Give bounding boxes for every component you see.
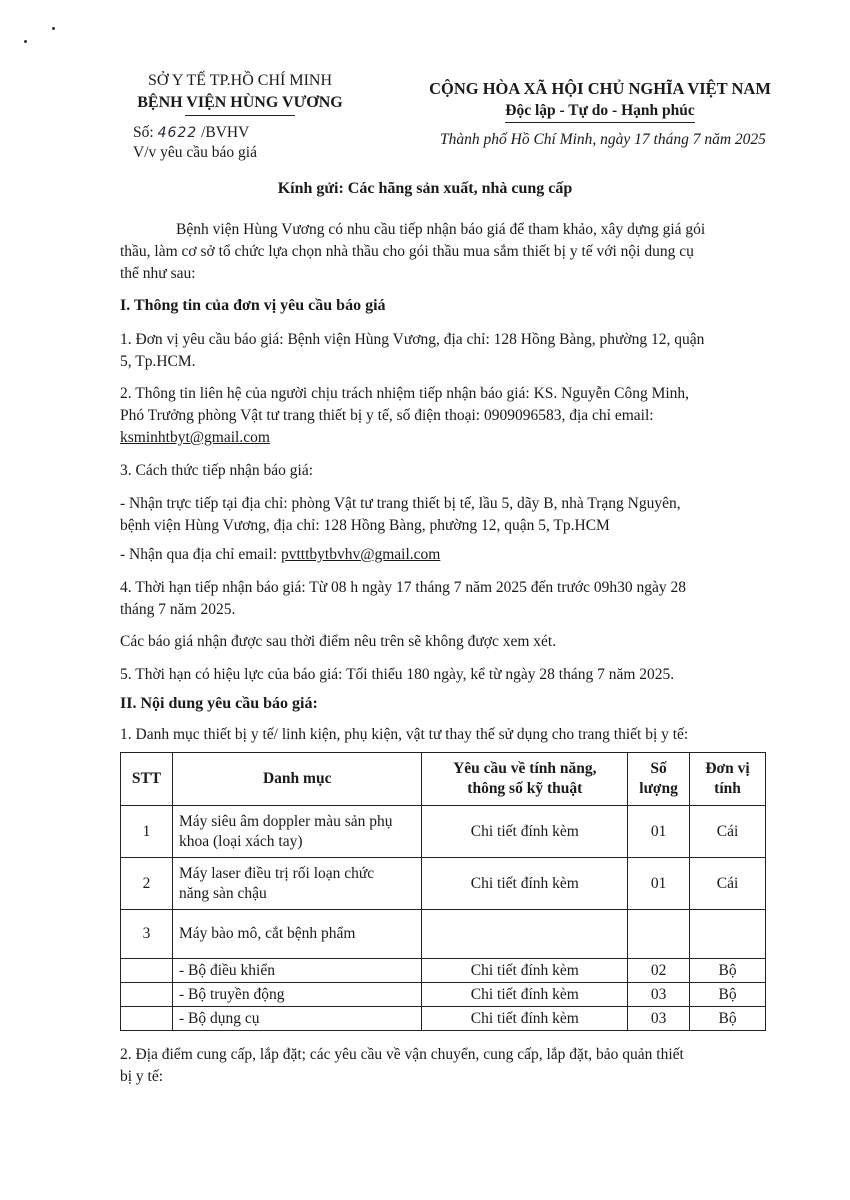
cell-quantity: 02 xyxy=(628,959,690,983)
intro-line-1: Bệnh viện Hùng Vương có nhu cầu tiếp nhận báo giá để tham khảo, xây dựng giá gói xyxy=(176,221,706,238)
table-row xyxy=(121,858,766,910)
cell-spec: Chi tiết đính kèm xyxy=(422,858,628,910)
cell-name: - Bộ dụng cụ xyxy=(172,1007,422,1031)
header-unit: Đơn vị tính xyxy=(690,753,766,806)
header-left-underline xyxy=(185,115,295,116)
cell-spec: Chi tiết đính kèm xyxy=(422,959,628,983)
cell-name: Máy laser điều trị rối loạn chức năng sàn chậu xyxy=(172,858,422,910)
cell-spec: Chi tiết đính kèm xyxy=(422,806,628,858)
cell-unit: Cái xyxy=(690,806,766,858)
table-row xyxy=(121,959,766,983)
quote-email-link[interactable]: pvtttbytbvhv@gmail.com xyxy=(280,546,441,563)
cell-stt: 3 xyxy=(121,910,173,959)
scan-speck xyxy=(24,40,27,43)
section-2-item-1: 1. Danh mục thiết bị y tế/ linh kiện, phụ kiện, vật tư thay thế sử dụng cho trang thiết bị y tế: xyxy=(120,726,689,743)
cell-unit: Bộ xyxy=(690,983,766,1007)
cell-stt xyxy=(121,959,173,983)
cell-unit: Cái xyxy=(690,858,766,910)
document-number: Số: 4622 /BVHV xyxy=(133,124,250,141)
section-2-title: II. Nội dung yêu cầu báo giá: xyxy=(120,695,318,712)
table-header-row xyxy=(121,753,766,806)
cell-quantity: 01 xyxy=(628,858,690,910)
section-1-item-1-line-2: 5, Tp.HCM. xyxy=(120,353,196,370)
document-subject: V/v yêu cầu báo giá xyxy=(133,144,257,161)
section-2-item-2-line-2: bị y tế: xyxy=(120,1068,164,1085)
recipient: Kính gửi: Các hãng sản xuất, nhà cung cấp xyxy=(277,180,573,197)
intro-line-2: thầu, làm cơ sở tổ chức lựa chọn nhà thầu cho gói thầu mua sắm thiết bị y tế với nội dung cụ xyxy=(120,243,694,260)
cell-stt: 1 xyxy=(121,806,173,858)
section-1-title: I. Thông tin của đơn vị yêu cầu báo giá xyxy=(120,297,386,314)
country-name: CỘNG HÒA XÃ HỘI CHỦ NGHĨA VIỆT NAM xyxy=(429,79,771,98)
table-row xyxy=(121,1007,766,1031)
section-1-item-4-line-2: tháng 7 năm 2025. xyxy=(120,601,236,618)
table-row xyxy=(121,806,766,858)
agency-name: SỞ Y TẾ TP.HỒ CHÍ MINH xyxy=(147,72,332,89)
cell-name: Máy siêu âm doppler màu sản phụ khoa (loại xách tay) xyxy=(172,806,422,858)
cell-spec: Chi tiết đính kèm xyxy=(422,1007,628,1031)
equipment-table xyxy=(120,752,766,1031)
section-2-item-2-line-1: 2. Địa điểm cung cấp, lắp đặt; các yêu cầu về vận chuyển, cung cấp, lắp đặt, bảo quản thiết xyxy=(120,1046,684,1063)
cell-quantity: 01 xyxy=(628,806,690,858)
section-1-item-4-line-1: 4. Thời hạn tiếp nhận báo giá: Từ 08 h ngày 17 tháng 7 năm 2025 đến trước 09h30 ngày 28 xyxy=(120,579,686,596)
table-row xyxy=(121,983,766,1007)
motto: Độc lập - Tự do - Hạnh phúc xyxy=(505,102,695,119)
section-1-item-3b: - Nhận qua địa chỉ email: pvtttbytbvhv@gmail.com xyxy=(120,546,441,563)
cell-spec xyxy=(422,910,628,959)
cell-name: - Bộ điều khiển xyxy=(172,959,422,983)
motto-underline xyxy=(505,122,695,123)
intro-line-3: thể như sau: xyxy=(120,265,196,282)
section-1-note: Các báo giá nhận được sau thời điểm nêu trên sẽ không được xem xét. xyxy=(120,633,557,650)
cell-stt xyxy=(121,1007,173,1031)
header-name: Danh mục xyxy=(172,753,422,806)
section-1-item-1-line-1: 1. Đơn vị yêu cầu báo giá: Bệnh viện Hùng Vương, địa chỉ: 128 Hồng Bàng, phường 12, quận xyxy=(120,331,705,348)
cell-name: - Bộ truyền động xyxy=(172,983,422,1007)
cell-stt: 2 xyxy=(121,858,173,910)
cell-quantity: 03 xyxy=(628,1007,690,1031)
document-date: Thành phố Hồ Chí Minh, ngày 17 tháng 7 năm 2025 xyxy=(440,131,766,148)
header-left xyxy=(100,70,380,116)
cell-name: Máy bào mô, cắt bệnh phẩm xyxy=(172,910,422,959)
section-1-item-3a-line-1: - Nhận trực tiếp tại địa chỉ: phòng Vật tư trang thiết bị tế, lầu 5, dãy B, nhà Trạng Nguyên, xyxy=(120,495,681,512)
cell-spec: Chi tiết đính kèm xyxy=(422,983,628,1007)
section-1-item-3a-line-2: bệnh viện Hùng Vương, địa chỉ: 128 Hồng Bàng, phường 12, quận 5, Tp.HCM xyxy=(120,517,610,534)
cell-unit xyxy=(690,910,766,959)
cell-unit: Bộ xyxy=(690,1007,766,1031)
scan-speck xyxy=(52,27,55,30)
section-1-item-2-line-2: Phó Trưởng phòng Vật tư trang thiết bị y tế, số điện thoại: 0909096583, địa chỉ email: xyxy=(120,407,654,424)
contact-email-link[interactable]: ksminhtbyt@gmail.com xyxy=(120,429,270,446)
header-right xyxy=(405,78,795,123)
hospital-name: BỆNH VIỆN HÙNG VƯƠNG xyxy=(137,94,343,111)
header-quantity: Số lượng xyxy=(628,753,690,806)
cell-quantity: 03 xyxy=(628,983,690,1007)
document-number-handwritten: 4622 xyxy=(157,125,198,141)
section-1-item-5: 5. Thời hạn có hiệu lực của báo giá: Tối thiểu 180 ngày, kể từ ngày 28 tháng 7 năm 2025. xyxy=(120,666,675,683)
header-stt: STT xyxy=(121,753,173,806)
table-row xyxy=(121,910,766,959)
section-1-item-3: 3. Cách thức tiếp nhận báo giá: xyxy=(120,462,314,479)
header-spec: Yêu cầu về tính năng, thông số kỹ thuật xyxy=(422,753,628,806)
section-1-item-2-line-1: 2. Thông tin liên hệ của người chịu trách nhiệm tiếp nhận báo giá: KS. Nguyễn Công Minh, xyxy=(120,385,690,402)
cell-unit: Bộ xyxy=(690,959,766,983)
cell-quantity xyxy=(628,910,690,959)
cell-stt xyxy=(121,983,173,1007)
